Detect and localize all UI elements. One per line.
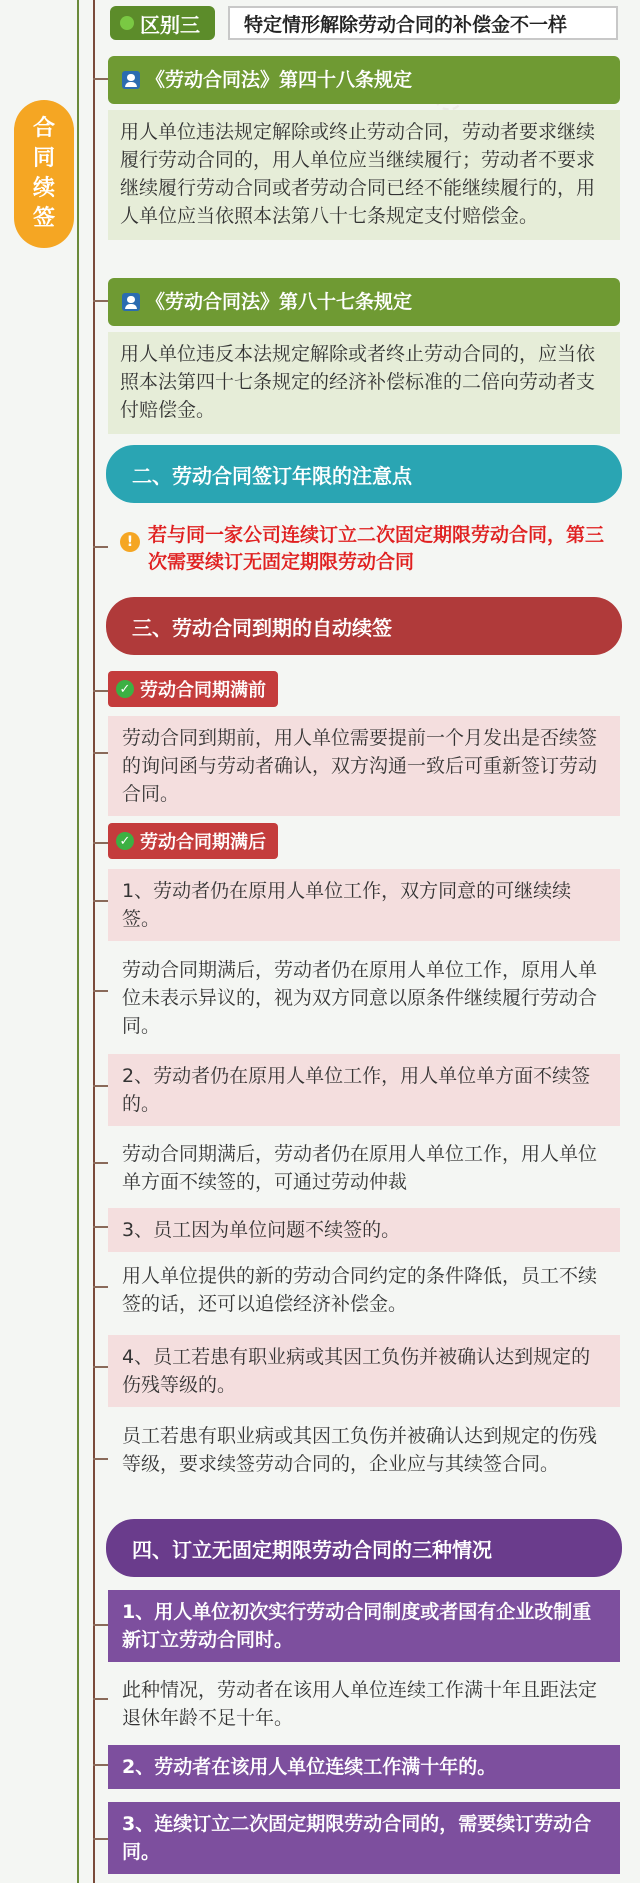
check-circle-icon: ✓: [116, 680, 134, 698]
case-detail: 用人单位提供的新的劳动合同约定的条件降低，员工不续签的话，还可以追偿经济补偿金。: [122, 1265, 598, 1315]
connector: [93, 752, 108, 754]
condition-item[interactable]: 3、连续订立二次固定期限劳动合同的，需要续订劳动合同。: [108, 1802, 620, 1874]
connector: [93, 1366, 108, 1368]
tag-label: 劳动合同期满前: [140, 680, 266, 701]
law-heading: [108, 278, 620, 326]
case-title[interactable]: 2、劳动者仍在原用人单位工作，用人单位单方面不续签的。: [108, 1054, 620, 1126]
section-tag-title[interactable]: [228, 6, 618, 40]
contacts-icon: [122, 293, 140, 311]
root-char: 同: [32, 146, 55, 171]
law-body: 用人单位违反本法规定解除或者终止劳动合同的，应当依照本法第四十七条规定的经济补偿标准的二倍向劳动者支付赔偿金。: [108, 332, 620, 434]
connector: [93, 1458, 108, 1460]
section-heading-two[interactable]: [106, 445, 622, 503]
law-article-87[interactable]: [108, 278, 620, 434]
connector: [93, 78, 108, 80]
trunk-line-inner: [93, 0, 95, 1883]
law-body: 用人单位违法规定解除或终止劳动合同，劳动者要求继续履行劳动合同的，用人单位应当继续履行；劳动者不要求继续履行劳动合同或者劳动合同已经不能继续履行的，用人单位应当依照本法第八十七条规定支付赔偿金。: [108, 110, 620, 240]
connector: [93, 1698, 108, 1700]
warning-note: [120, 522, 620, 576]
connector: [93, 1286, 108, 1288]
connector: [93, 690, 108, 692]
trunk-line-outer: [77, 0, 79, 1883]
law-heading-text: 《劳动合同法》第四十八条规定: [146, 69, 413, 91]
section-heading-four[interactable]: [106, 1519, 622, 1577]
tag-before-expiry[interactable]: [108, 671, 278, 707]
tag-label: 劳动合同期满后: [140, 832, 266, 853]
connector: [93, 1085, 108, 1087]
before-expiry-detail: 劳动合同到期前，用人单位需要提前一个月发出是否续签的询问函与劳动者确认，双方沟通一致后可重新签订劳动合同。: [108, 716, 620, 816]
case-title[interactable]: 3、员工因为单位问题不续签的。: [108, 1208, 620, 1252]
connector: [93, 1838, 108, 1840]
connector: [93, 990, 108, 992]
section-tag-label: 区别三: [140, 12, 200, 37]
connector: [93, 842, 108, 844]
section-heading-text: 三、劳动合同到期的自动续签: [132, 615, 392, 640]
case-title[interactable]: 4、员工若患有职业病或其因工负伤并被确认达到规定的伤残等级的。: [108, 1335, 620, 1407]
exclamation-icon: !: [120, 532, 140, 552]
section-tag-difference-three[interactable]: [110, 6, 215, 40]
connector: [93, 1226, 108, 1228]
contacts-icon: [122, 71, 140, 89]
connector: [93, 1764, 108, 1766]
condition-detail: 此种情况，劳动者在该用人单位连续工作满十年且距法定退休年龄不足十年。: [122, 1679, 598, 1729]
case-detail: 员工若患有职业病或其因工负伤并被确认达到规定的伤残等级，要求续签劳动合同的，企业应与其续签合同。: [122, 1425, 598, 1475]
case-detail: 劳动合同期满后，劳动者仍在原用人单位工作，用人单位单方面不续签的，可通过劳动仲裁: [122, 1143, 598, 1193]
section-heading-text: 二、劳动合同签订年限的注意点: [132, 463, 412, 488]
case-detail: 劳动合同期满后，劳动者仍在原用人单位工作，原用人单位未表示异议的，视为双方同意以原条件继续履行劳动合同。: [122, 959, 598, 1037]
check-circle-icon: ✓: [116, 832, 134, 850]
connector: [93, 1162, 108, 1164]
law-heading: [108, 56, 620, 104]
section-heading-three[interactable]: [106, 597, 622, 655]
warning-text: 若与同一家公司连续订立二次固定期限劳动合同，第三次需要续订无固定期限劳动合同: [148, 524, 605, 573]
section-tag-title-text: 特定情形解除劳动合同的补偿金不一样: [244, 13, 568, 36]
law-heading-text: 《劳动合同法》第八十七条规定: [146, 291, 413, 313]
connector: [93, 300, 108, 302]
root-char: 续: [32, 176, 55, 201]
root-char: 合: [32, 116, 55, 141]
section-heading-text: 四、订立无固定期限劳动合同的三种情况: [132, 1537, 492, 1562]
tag-after-expiry[interactable]: [108, 823, 278, 859]
connector: [93, 546, 108, 548]
root-char: 签: [32, 206, 55, 231]
connector: [93, 1624, 108, 1626]
root-node[interactable]: [14, 100, 74, 248]
law-article-48[interactable]: [108, 56, 620, 240]
connector: [93, 900, 108, 902]
condition-item[interactable]: 1、用人单位初次实行劳动合同制度或者国有企业改制重新订立劳动合同时。: [108, 1590, 620, 1662]
case-title[interactable]: 1、劳动者仍在原用人单位工作，双方同意的可继续续签。: [108, 869, 620, 941]
bullet-dot-icon: [120, 16, 134, 30]
condition-item[interactable]: 2、劳动者在该用人单位连续工作满十年的。: [108, 1745, 620, 1789]
